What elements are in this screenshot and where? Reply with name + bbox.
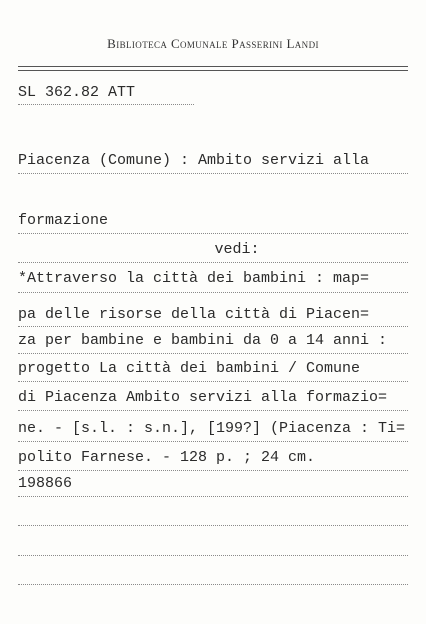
ruled-line [18, 262, 408, 263]
header-double-rule [18, 66, 408, 71]
description-line-6: ne. - [s.l. : s.n.], [199?] (Piacenza : Ti= [18, 420, 406, 437]
description-line-1: *Attraverso la città dei bambini : map= [18, 270, 370, 287]
ruled-line [18, 525, 408, 526]
ruled-line [18, 470, 408, 471]
description-line-4: progetto La città dei bambini / Comune [18, 360, 361, 377]
ruled-line [18, 584, 408, 585]
subject-heading-line-2: formazione [18, 212, 109, 229]
subject-heading-line-1: Piacenza (Comune) : Ambito servizi alla [18, 152, 370, 169]
library-header: Biblioteca Comunale Passerini Landi [107, 36, 319, 51]
ruled-line [18, 292, 408, 293]
inventory-number: 198866 [18, 475, 73, 492]
shelfmark-rule [18, 104, 194, 105]
ruled-line [18, 410, 408, 411]
ruled-line [18, 233, 408, 234]
description-line-5: di Piacenza Ambito servizi alla formazio= [18, 389, 388, 406]
description-line-2: pa delle risorse della città di Piacen= [18, 306, 370, 323]
ruled-line [18, 555, 408, 556]
see-reference-label: vedi: [214, 241, 260, 258]
ruled-line [18, 353, 408, 354]
ruled-line [18, 326, 408, 327]
ruled-line [18, 381, 408, 382]
ruled-line [18, 441, 408, 442]
ruled-line [18, 173, 408, 174]
description-line-7: polito Farnese. - 128 p. ; 24 cm. [18, 449, 316, 466]
shelfmark: SL 362.82 ATT [18, 84, 136, 101]
description-line-3: za per bambine e bambini da 0 a 14 anni : [18, 332, 388, 349]
ruled-line [18, 496, 408, 497]
